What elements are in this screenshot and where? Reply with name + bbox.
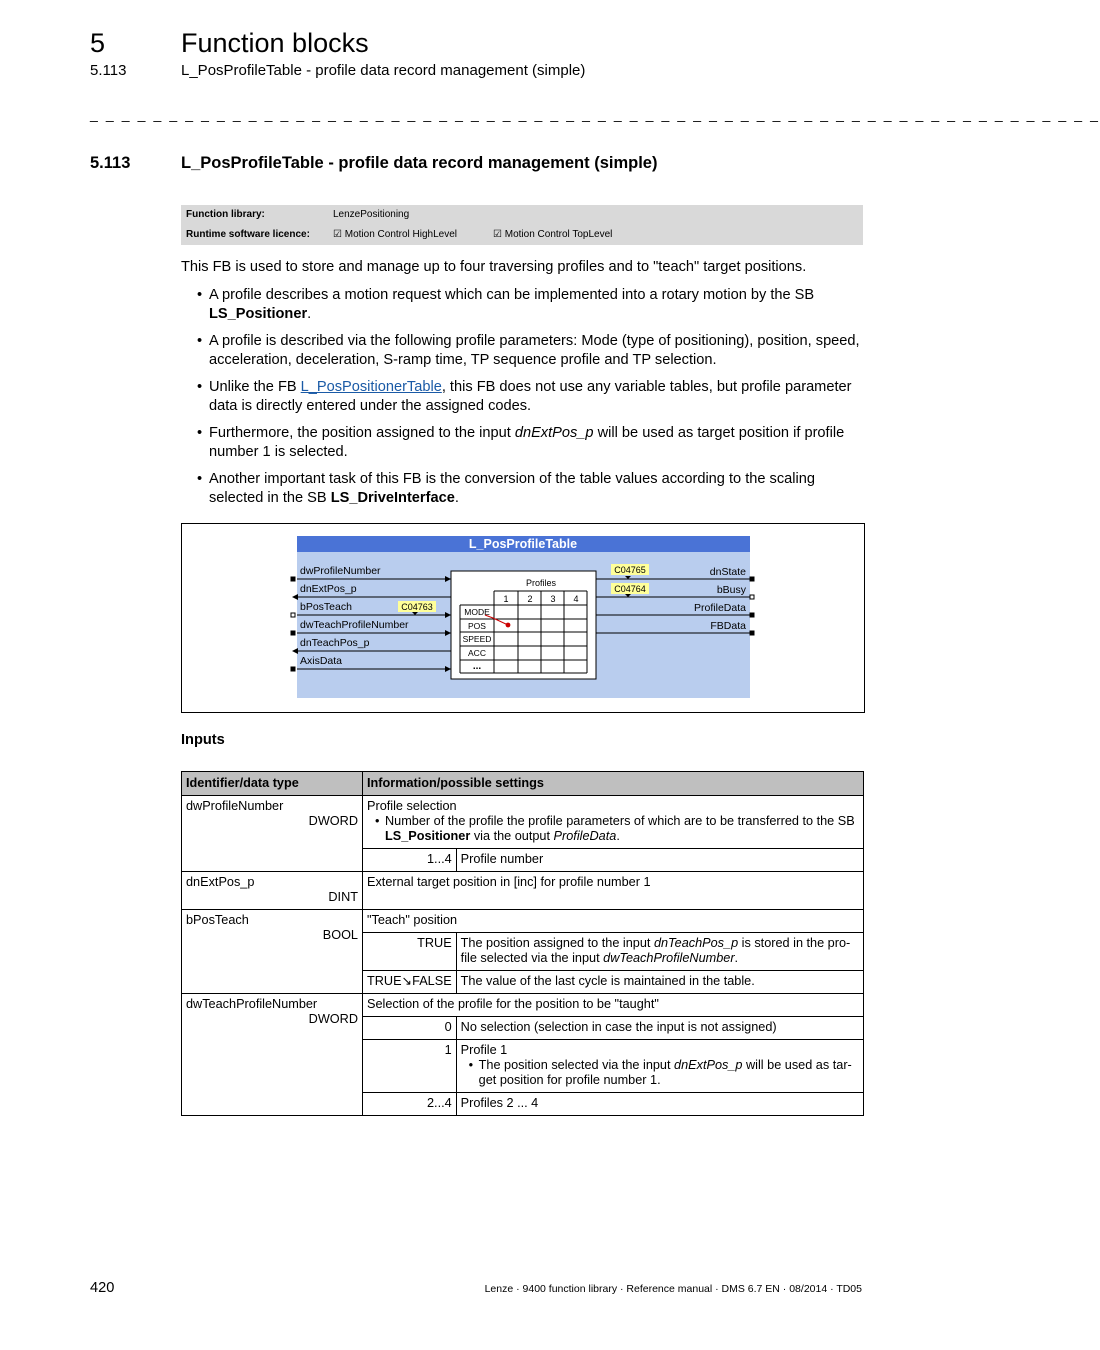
section-number: 5.113 xyxy=(90,154,131,172)
svg-text:SPEED: SPEED xyxy=(462,634,492,644)
section-title: L_PosProfileTable - profile data record management (simple) xyxy=(181,154,658,172)
svg-text:ACC: ACC xyxy=(468,648,486,658)
licence-option-highlevel: ☑ Motion Control HighLevel xyxy=(333,229,458,240)
svg-text:...: ... xyxy=(472,661,482,672)
table-row: dwTeachProfileNumber DWORD xyxy=(182,994,363,1116)
table-cell: 0 xyxy=(363,1017,457,1040)
table-cell: "Teach" position xyxy=(363,910,864,933)
table-cell: TRUE↘FALSE xyxy=(363,971,457,994)
input-label: dwProfileNumber xyxy=(300,565,381,577)
running-section-number: 5.113 xyxy=(90,62,127,79)
svg-text:2: 2 xyxy=(527,594,533,604)
inputs-heading: Inputs xyxy=(181,732,225,748)
inputs-table xyxy=(181,771,864,1116)
list-item: • A profile describes a motion request which can be implemented into a rotary motion by the SB LS_Positioner. xyxy=(197,287,815,322)
svg-text:C04763: C04763 xyxy=(401,602,433,612)
list-item: • Unlike the FB L_PosPositionerTable, this FB does not use any variable tables, but profile parameter data is directly entered under the assigned codes. xyxy=(197,379,852,414)
table-cell: No selection (selection in case the input is not assigned) xyxy=(456,1017,863,1040)
list-item: • A profile is described via the following profile parameters: Mode (type of positioning), position, speed, acceleration, deceleration, S-ramp time, TP sequence profile and TP selection. xyxy=(197,333,860,368)
library-label: Function library: xyxy=(186,209,265,220)
table-cell: TRUE xyxy=(363,933,457,971)
output-label: dnState xyxy=(709,566,746,578)
input-label: dnExtPos_p xyxy=(300,583,357,595)
table-cell: Profile number xyxy=(456,849,863,872)
input-label: dwTeachProfileNumber xyxy=(300,619,409,631)
table-row: dnExtPos_p DINT xyxy=(182,872,363,910)
licence-box xyxy=(181,205,863,245)
svg-text:C04765: C04765 xyxy=(614,565,646,575)
input-label: AxisData xyxy=(300,655,343,667)
svg-text:POS: POS xyxy=(468,621,486,631)
table-cell: Selection of the profile for the position to be "taught" xyxy=(363,994,864,1017)
list-item: • Another important task of this FB is the conversion of the table values according to the scaling selected in the SB LS_DriveInterface. xyxy=(197,471,815,506)
intro-paragraph: This FB is used to store and manage up to four traversing profiles and to "teach" target positions. xyxy=(181,259,807,275)
svg-text:C04764: C04764 xyxy=(614,584,646,594)
table-cell: 1...4 xyxy=(363,849,457,872)
header-divider: _ _ _ _ _ _ _ _ _ _ _ _ _ _ _ _ _ _ _ _ _ _ _ _ _ _ _ _ _ _ _ _ _ _ _ _ _ _ _ _ _ _ _ _ _ _ _ _ _ _ _ _ _ _ _ _ _ _ _ _ _ _ _ _ xyxy=(90,106,1100,122)
block-title: L_PosProfileTable xyxy=(468,537,578,551)
table-cell: 2...4 xyxy=(363,1093,457,1116)
intro-text xyxy=(181,258,865,516)
table-row: dwProfileNumber DWORD xyxy=(182,796,363,872)
table-cell: Profile 1 • The position selected via the input dnExtPos_p will be used as target position for profile number 1. xyxy=(456,1040,863,1093)
running-section-title: L_PosProfileTable - profile data record management (simple) xyxy=(181,62,586,79)
output-label: bBusy xyxy=(716,584,746,596)
table-cell: Profiles 2 ... 4 xyxy=(456,1093,863,1116)
list-item: • Furthermore, the position assigned to the input dnExtPos_p will be used as target position if profile number 1 is selected. xyxy=(197,425,845,460)
licence-option-toplevel: ☑ Motion Control TopLevel xyxy=(493,229,613,240)
table-cell: Profile selection • Number of the profile the profile parameters of which are to be transferred to the SB LS_Positioner via the output ProfileData. xyxy=(363,796,864,849)
table-header: Information/possible settings xyxy=(363,772,864,796)
page-number: 420 xyxy=(90,1280,115,1296)
footer-text: Lenze · 9400 function library · Reference manual · DMS 6.7 EN · 08/2014 · TD05 xyxy=(484,1283,862,1295)
table-header: Identifier/data type xyxy=(182,772,363,796)
output-label: FBData xyxy=(710,620,746,632)
table-cell: The value of the last cycle is maintained in the table. xyxy=(456,971,863,994)
table-row: bPosTeach BOOL xyxy=(182,910,363,994)
positioner-table-link[interactable]: L_PosPositionerTable xyxy=(300,379,442,395)
licence-label: Runtime software licence: xyxy=(186,229,310,240)
svg-text:3: 3 xyxy=(550,594,556,604)
svg-text:Profiles: Profiles xyxy=(525,578,557,588)
table-cell: External target position in [inc] for profile number 1 xyxy=(363,872,864,910)
chapter-title: Function blocks xyxy=(181,28,369,58)
input-label: dnTeachPos_p xyxy=(300,637,370,649)
svg-text:1: 1 xyxy=(503,594,509,604)
output-label: ProfileData xyxy=(694,602,746,614)
input-label: bPosTeach xyxy=(300,601,352,613)
library-value: LenzePositioning xyxy=(333,209,410,220)
svg-text:MODE: MODE xyxy=(464,607,490,617)
svg-text:4: 4 xyxy=(573,594,579,604)
table-cell: The position assigned to the input dnTeachPos_p is stored in the profile selected via the input dwTeachProfileNumber. xyxy=(456,933,863,971)
chapter-number: 5 xyxy=(90,28,106,58)
function-block-diagram xyxy=(181,523,865,713)
table-cell: 1 xyxy=(363,1040,457,1093)
